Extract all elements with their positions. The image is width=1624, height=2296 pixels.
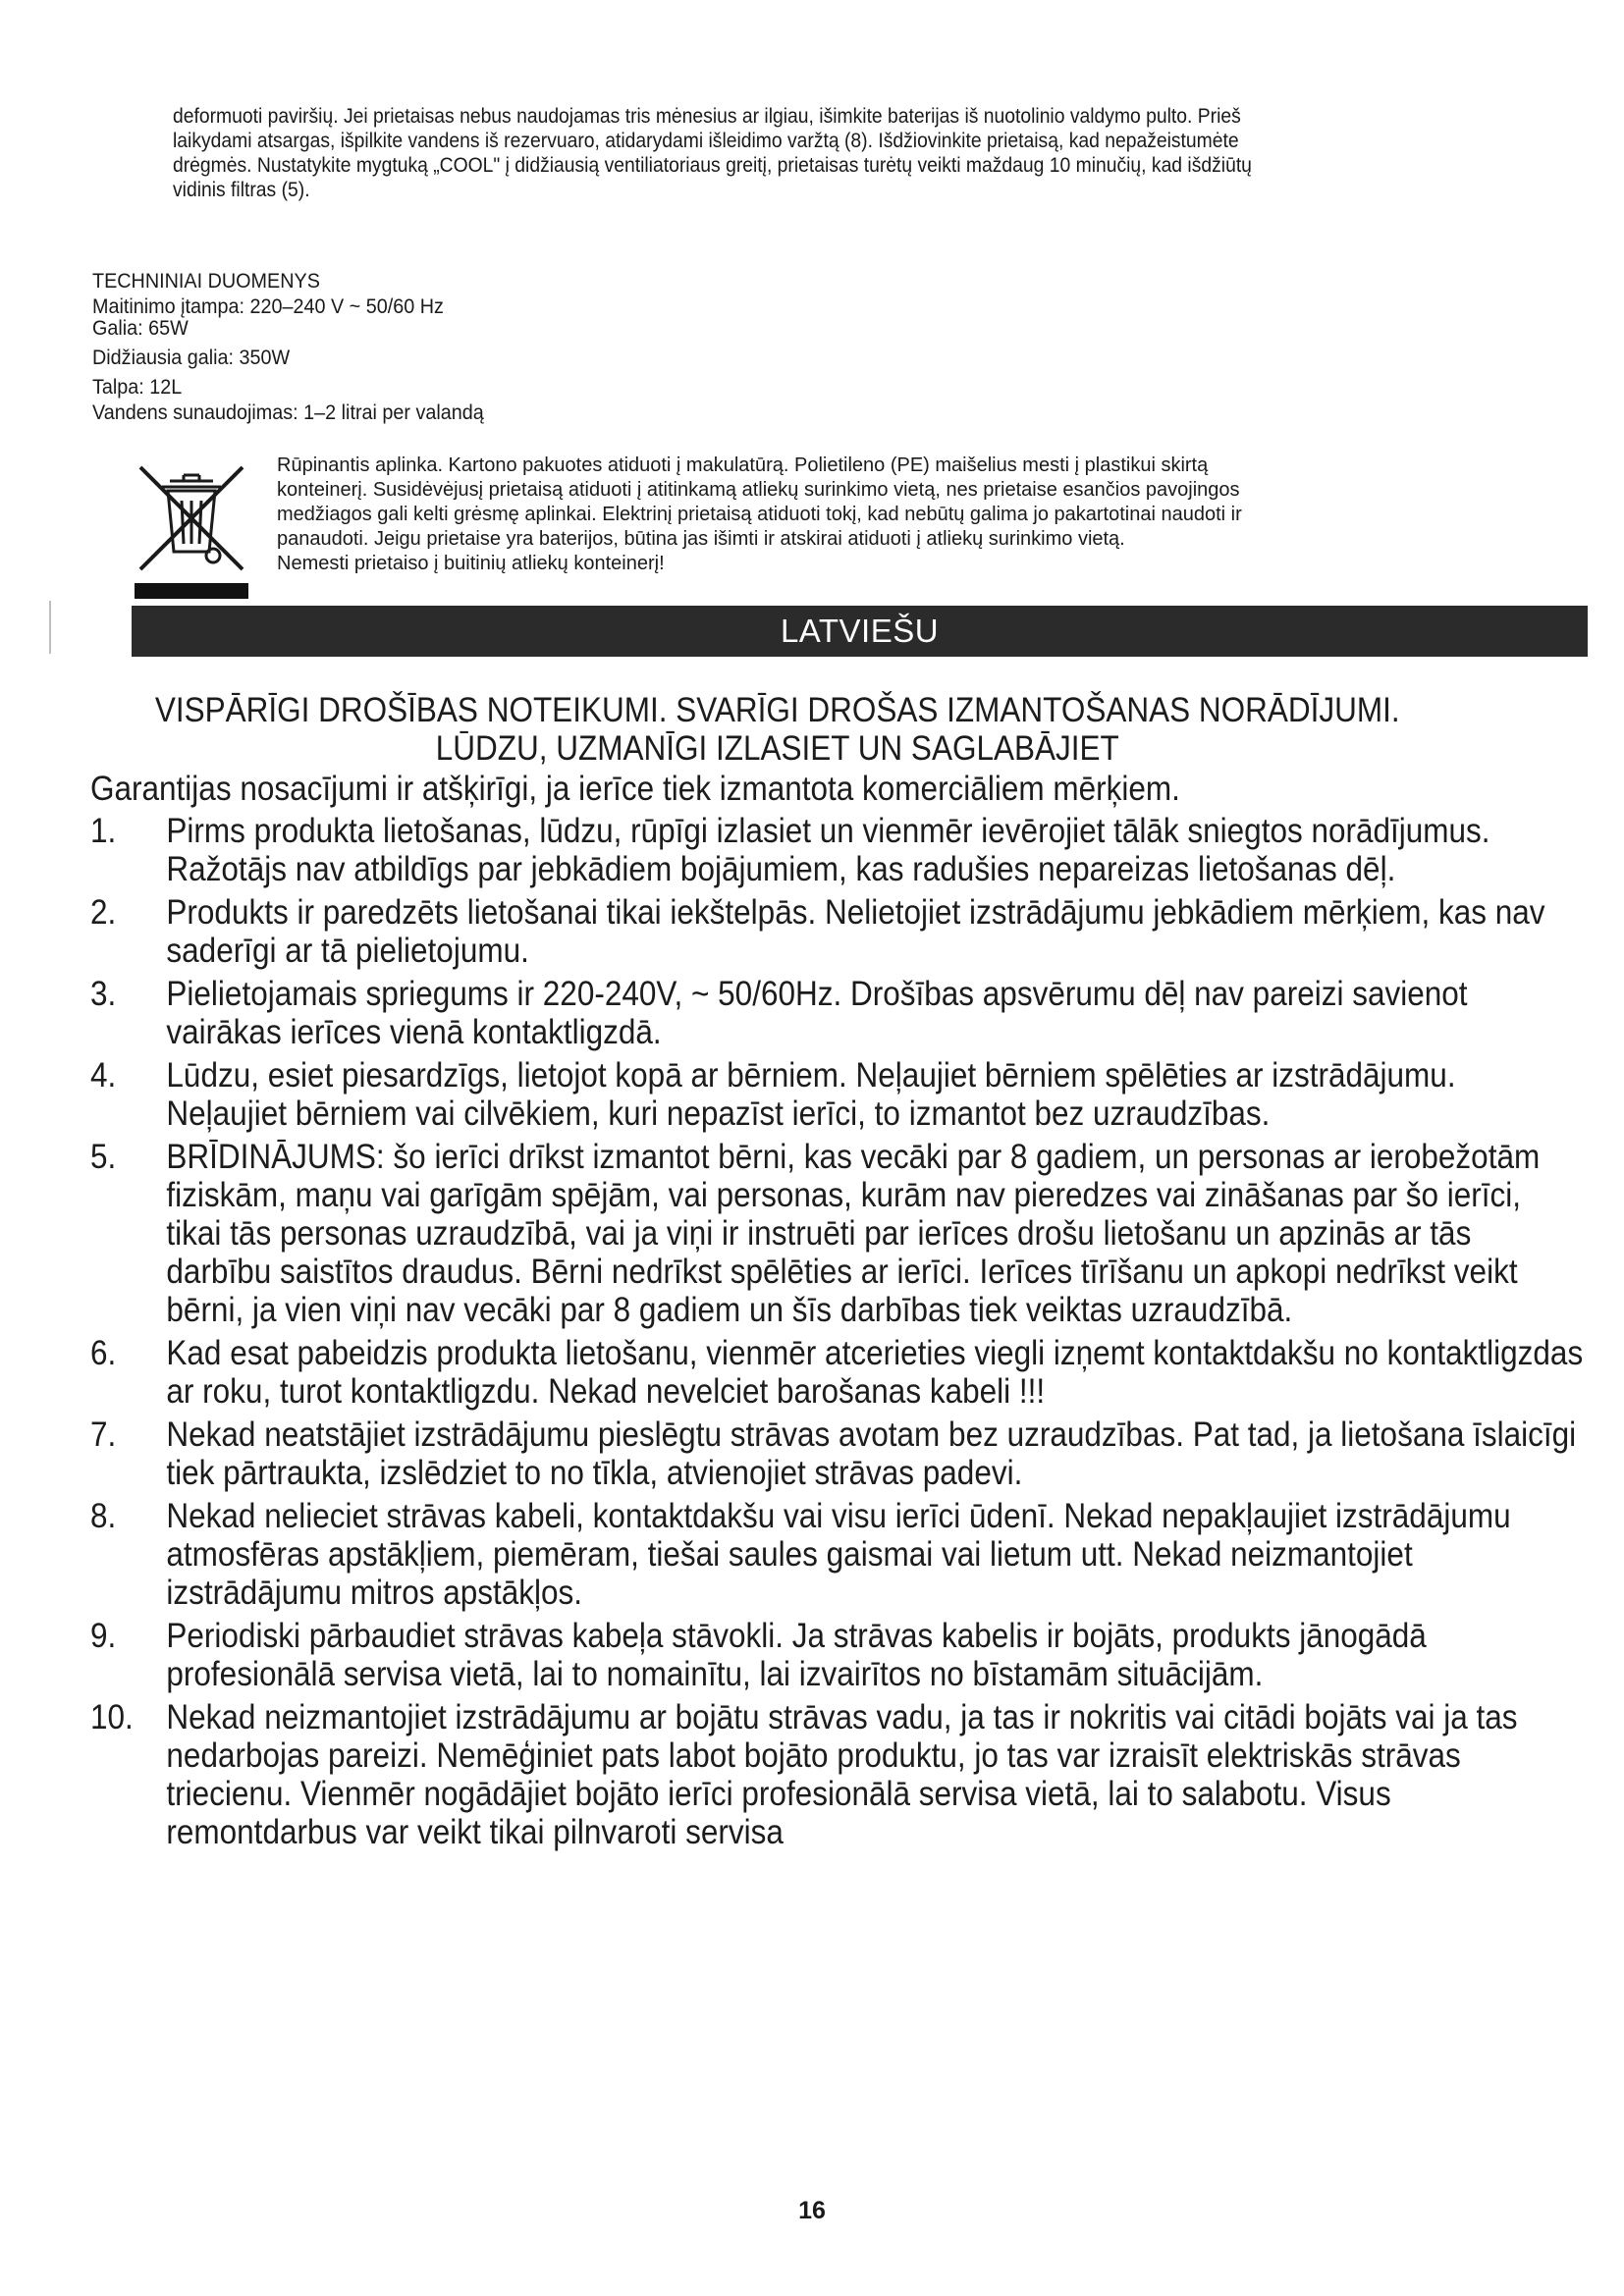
section-subheading: LŪDZU, UZMANĪGI IZLASIET UN SAGLABĀJIET bbox=[435, 729, 1119, 768]
technical-data-row: Maitinimo įtampa: 220–240 V ~ 50/60 Hz bbox=[92, 294, 444, 318]
item-number: 8. bbox=[90, 1497, 117, 1535]
technical-data-row: Talpa: 12L bbox=[92, 375, 183, 399]
technical-data-row: Galia: 65W bbox=[92, 316, 189, 340]
item-text: Periodiski pārbaudiet strāvas kabeļa stāvokli. Ja strāvas kabelis ir bojāts, produkts jānogādā profesionālā servisa vietā, lai to nomainītu, lai izvairītos no bīstamām situācijām. bbox=[166, 1617, 1427, 1693]
crossed-bin-icon bbox=[133, 461, 250, 579]
item-text: Lūdzu, esiet piesardzīgs, lietojot kopā ar bērniem. Neļaujiet bērniem spēlēties ar izstrādājumu. Neļaujiet bērniem vai cilvēkiem, kuri nepazīst ierīci, to izmantot bez uzraudzības. bbox=[166, 1056, 1456, 1133]
item-number: 7. bbox=[90, 1415, 117, 1454]
intro-line: laikydami atsargas, išpilkite vandens iš rezervuaro, atidarydami išleidimo varžtą (8). Išdžiovinkite prietaisą, kad nepažeistumėte bbox=[173, 130, 1239, 152]
bin-underline-bar bbox=[135, 583, 248, 599]
instruction-item bbox=[90, 1056, 1584, 1133]
instruction-item bbox=[90, 1415, 1584, 1492]
page-number: 16 bbox=[798, 2197, 826, 2224]
intro-line: deformuoti paviršių. Jei prietaisas nebus naudojamas tris mėnesius ar ilgiau, išimkite baterijas iš nuotolinio valdymo pulto. Prieš bbox=[173, 105, 1241, 128]
recycling-line: konteinerį. Susidėvėjusį prietaisą atiduoti į atitinkamą atliekų surinkimo vietą, nes prietaise esančios pavojingos bbox=[277, 479, 1240, 501]
item-number: 4. bbox=[90, 1056, 117, 1095]
instruction-item bbox=[90, 1698, 1584, 1851]
item-number: 10. bbox=[90, 1698, 134, 1736]
item-text: BRĪDINĀJUMS: šo ierīci drīkst izmantot bērni, kas vecāki par 8 gadiem, un personas ar ierobežotām fiziskām, maņu vai garīgām spējām, vai personas, kurām nav pieredzes vai zināšanas par šo ierīci, tikai tās personas uzraudzībā, vai ja viņi ir instruēti par ierīces drošu lietošanu un apzinās ar tās darbību saistītos draudus. Bērni nedrīkst spēlēties ar ierīci. Ierīces tīrīšanu un apkopi nedrīkst veikt bērni, ja vien viņi nav vecāki par 8 gadiem un šīs darbības tiek veiktas uzraudzībā. bbox=[166, 1138, 1541, 1329]
item-number: 9. bbox=[90, 1617, 117, 1655]
safety-instructions bbox=[90, 687, 1583, 1856]
item-number: 3. bbox=[90, 975, 117, 1013]
recycling-line: medžiagos gali kelti grėsmę aplinkai. Elektrinį prietaisą atiduoti tokį, kad nebūtų galima jo pakartotinai naudoti ir bbox=[277, 504, 1242, 525]
warranty-note: Garantijas nosacījumi ir atšķirīgi, ja ierīce tiek izmantota komerciāliem mērķiem. bbox=[90, 770, 1180, 808]
language-section-band bbox=[132, 606, 1588, 657]
recycling-line: Nemesti prietaiso į buitinių atliekų konteinerį! bbox=[277, 553, 665, 574]
instruction-item bbox=[90, 975, 1584, 1051]
intro-line: drėgmės. Nustatykite mygtuką „COOL" į didžiausią ventiliatoriaus greitį, prietaisas turėtų veikti maždaug 10 minučių, kad išdžiūtų bbox=[173, 154, 1252, 177]
recycling-notice bbox=[277, 454, 1543, 576]
item-number: 2. bbox=[90, 893, 117, 932]
item-text: Nekad neizmantojiet izstrādājumu ar bojātu strāvas vadu, ja tas ir nokritis vai citādi bojāts vai ja tas nedarbojas pareizi. Nemēģiniet pats labot bojāto produktu, jo tas var izraisīt elektriskās strāvas triecienu. Vienmēr nogādājiet bojāto ierīci profesionālā servisa vietā, lai to salabotu. Visus remontdarbus var veikt tikai pilnvaroti servisa bbox=[166, 1698, 1518, 1851]
instruction-item bbox=[90, 1617, 1584, 1693]
technical-data-title: TECHNINIAI DUOMENYS bbox=[92, 269, 320, 293]
instruction-item bbox=[90, 1138, 1584, 1329]
instruction-item bbox=[90, 1497, 1584, 1612]
instruction-item bbox=[90, 893, 1584, 970]
item-number: 5. bbox=[90, 1138, 117, 1176]
recycling-line: Rūpinantis aplinka. Kartono pakuotes atiduoti į makulatūrą. Polietileno (PE) maišelius mesti į plastikui skirtą bbox=[277, 454, 1209, 476]
item-text: Nekad nelieciet strāvas kabeli, kontaktdakšu vai visu ierīci ūdenī. Nekad nepakļaujiet izstrādājumu atmosfēras apstākļiem, piemēram, tiešai saules gaismai vai lietum utt. Nekad neizmantojiet izstrādājumu mitros apstākļos. bbox=[166, 1497, 1511, 1612]
item-number: 6. bbox=[90, 1334, 117, 1372]
section-heading: VISPĀRĪGI DROŠĪBAS NOTEIKUMI. SVARĪGI DROŠAS IZMANTOŠANAS NORĀDĪJUMI. bbox=[154, 691, 1400, 729]
intro-line: vidinis filtras (5). bbox=[173, 179, 310, 201]
item-text: Kad esat pabeidzis produkta lietošanu, vienmēr atcerieties viegli izņemt kontaktdakšu no kontaktligzdas ar roku, turot kontaktligzdu. Nekad nevelciet barošanas kabeli !!! bbox=[166, 1334, 1584, 1411]
instruction-item bbox=[90, 1334, 1584, 1411]
intro-paragraph bbox=[173, 104, 1410, 202]
item-text: Pielietojamais spriegums ir 220-240V, ~ 50/60Hz. Drošības apsvērumu dēļ nav pareizi savienot vairākas ierīces vienā kontaktligzdā. bbox=[166, 975, 1468, 1051]
item-text: Pirms produkta lietošanas, lūdzu, rūpīgi izlasiet un vienmēr ievērojiet tālāk sniegtos norādījumus. Ražotājs nav atbildīgs par jebkādiem bojājumiem, kas radušies nepareizas lietošanas dēļ. bbox=[166, 812, 1490, 888]
technical-data bbox=[92, 268, 725, 425]
technical-data-row: Didžiausia galia: 350W bbox=[92, 346, 291, 369]
item-text: Produkts ir paredzēts lietošanai tikai iekštelpās. Nelietojiet izstrādājumu jebkādiem mērķiem, kas nav saderīgi ar tā pielietojumu. bbox=[166, 893, 1545, 970]
item-number: 1. bbox=[90, 812, 117, 850]
technical-data-row: Vandens sunaudojimas: 1–2 litrai per valandą bbox=[92, 400, 484, 424]
margin-rule bbox=[49, 601, 51, 654]
instruction-item bbox=[90, 812, 1584, 888]
item-text: Nekad neatstājiet izstrādājumu pieslēgtu strāvas avotam bez uzraudzības. Pat tad, ja lietošana īslaicīgi tiek pārtraukta, izslēdziet to no tīkla, atvienojiet strāvas padevi. bbox=[166, 1415, 1577, 1492]
language-label: LATVIEŠU bbox=[780, 613, 940, 649]
recycling-line: panaudoti. Jeigu prietaise yra baterijos, būtina jas išimti ir atskirai atiduoti į atliekų surinkimo vietą. bbox=[277, 528, 1125, 550]
